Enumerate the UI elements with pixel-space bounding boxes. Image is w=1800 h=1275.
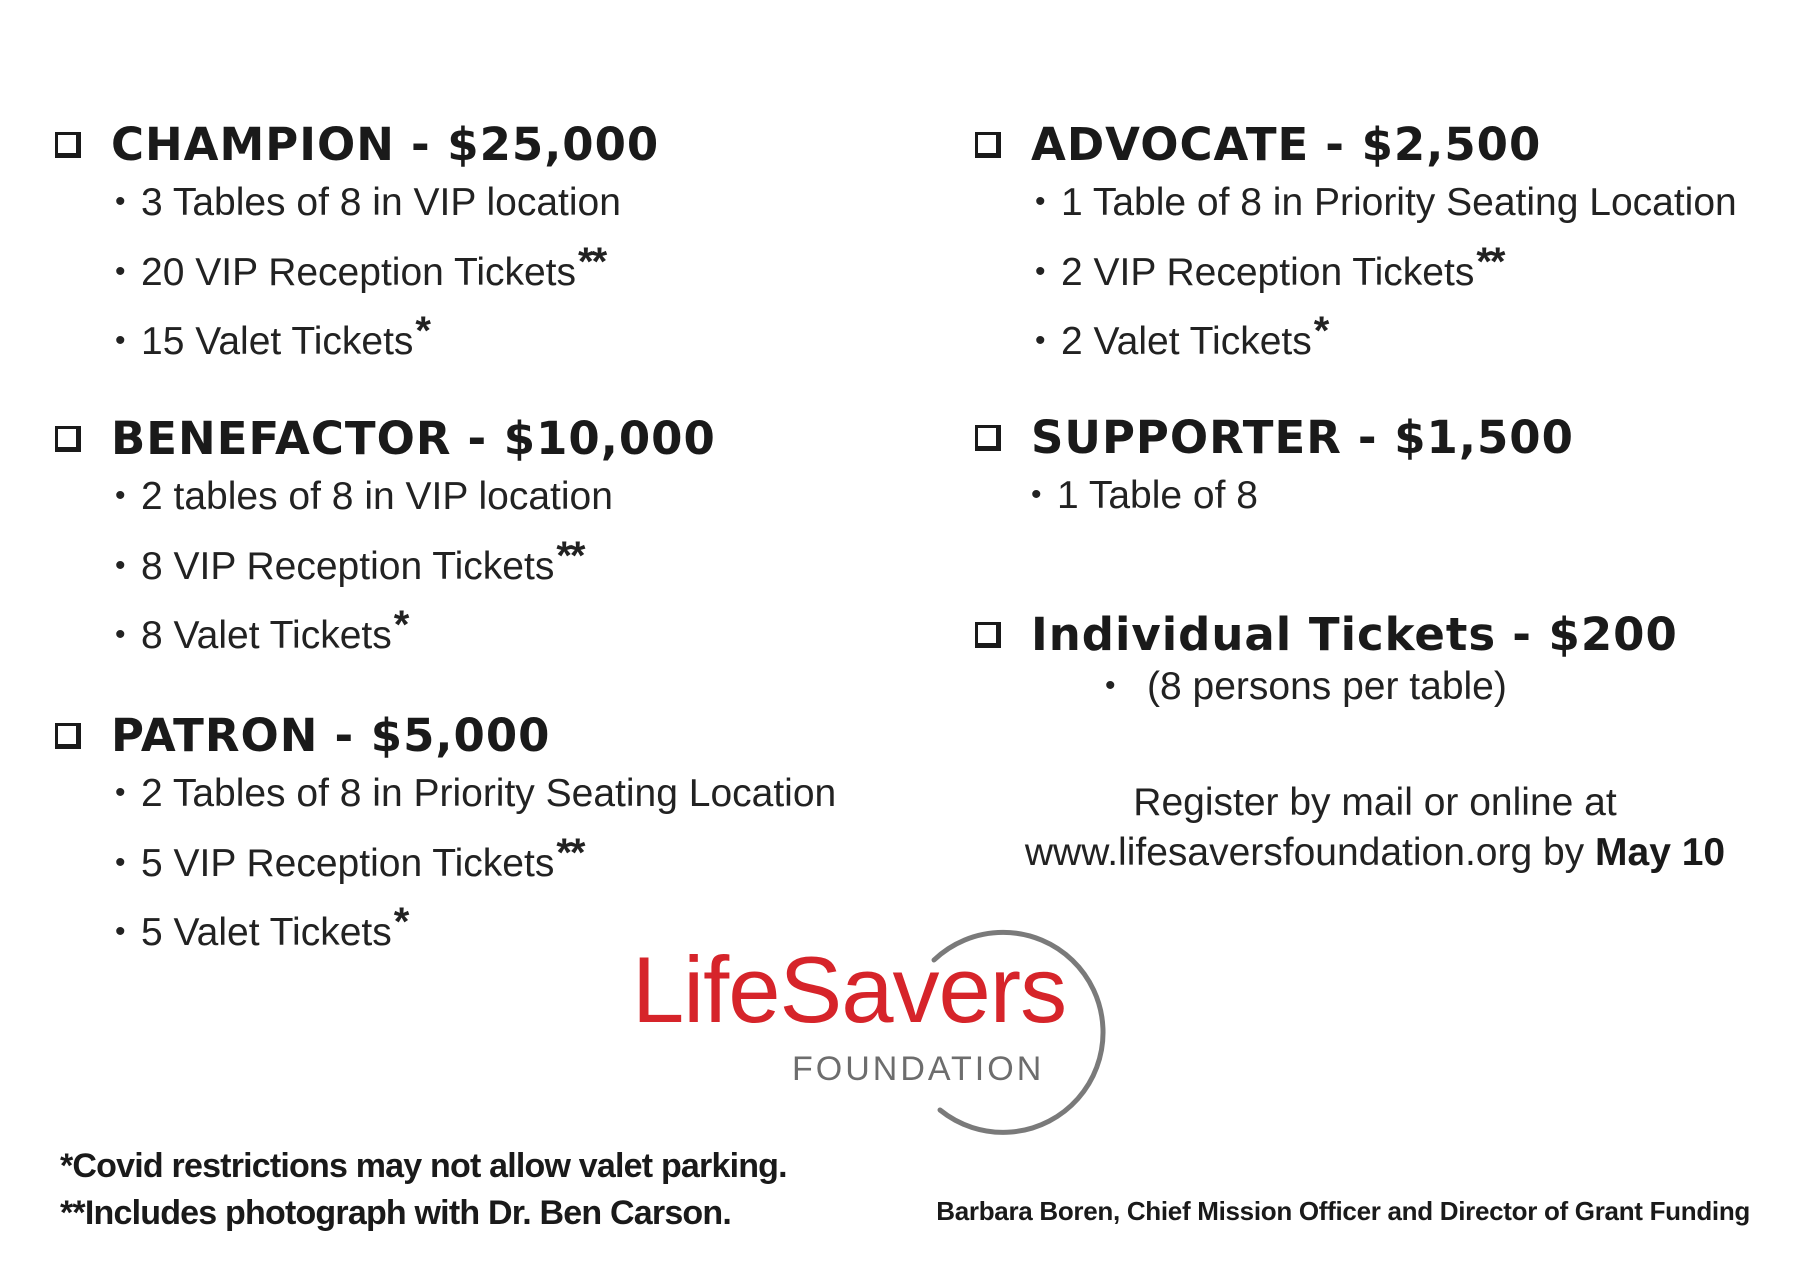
tier-advocate <box>975 118 1737 372</box>
register-line <box>985 828 1765 878</box>
tier-header <box>55 412 716 465</box>
perk-item: • 20 VIP Reception Tickets** <box>115 233 659 303</box>
tier-header <box>975 608 1678 661</box>
tier-title: PATRON <box>111 709 319 762</box>
tier-title: SUPPORTER <box>1031 411 1342 464</box>
perk-item: • 2 Tables of 8 in Priority Seating Location <box>115 764 836 824</box>
tier-price: - $10,000 <box>467 412 716 465</box>
tier-price: - $1,500 <box>1357 411 1574 464</box>
footnote-valet: *Covid restrictions may not allow valet parking. <box>60 1147 787 1185</box>
tier-price: - $25,000 <box>410 118 660 171</box>
perk-item: • 8 Valet Tickets* <box>115 596 716 666</box>
perk-item: • 5 Valet Tickets* <box>115 893 836 963</box>
tier-title: ADVOCATE <box>1031 118 1310 171</box>
register-line: Register by mail or online at <box>1133 781 1617 824</box>
checkbox-champion[interactable] <box>55 132 81 158</box>
perk-item: • 8 VIP Reception Tickets** <box>115 527 716 597</box>
tier-header <box>975 411 1574 464</box>
perk-item: • 2 VIP Reception Tickets** <box>1035 233 1737 303</box>
tier-header <box>55 709 836 762</box>
double-asterisk-mark: ** <box>1476 239 1504 284</box>
tier-title: Individual Tickets <box>1031 608 1497 661</box>
double-asterisk-mark: ** <box>556 830 584 875</box>
tier-price: - $200 <box>1512 608 1678 661</box>
perk-item: • 1 Table of 8 <box>1031 466 1574 526</box>
signoff: Barbara Boren, Chief Mission Officer and Director of Grant Funding <box>936 1196 1750 1226</box>
asterisk-mark: * <box>393 603 408 647</box>
checkbox-advocate[interactable] <box>975 132 1001 158</box>
perk-list <box>55 467 716 666</box>
checkbox-benefactor[interactable] <box>55 426 81 452</box>
perk-item: • 2 tables of 8 in VIP location <box>115 467 716 527</box>
logo-name: LifeSavers <box>632 937 1067 1042</box>
tier-patron <box>55 709 836 963</box>
checkbox-supporter[interactable] <box>975 425 1001 451</box>
tier-price: - $2,500 <box>1325 118 1542 171</box>
checkbox-patron[interactable] <box>55 723 81 749</box>
tier-benefactor <box>55 412 716 666</box>
tier-individual <box>975 608 1678 661</box>
tier-price: - $5,000 <box>334 709 551 762</box>
tier-header <box>55 118 659 171</box>
perk-item: • 15 Valet Tickets* <box>115 302 659 372</box>
perk-item: • 2 Valet Tickets* <box>1035 302 1737 372</box>
perk-item: • 3 Tables of 8 in VIP location <box>115 173 659 233</box>
tier-title: CHAMPION <box>111 118 395 171</box>
register-url-text: www.lifesaversfoundation.org by <box>1024 831 1585 874</box>
checkbox-individual[interactable] <box>975 622 1001 648</box>
asterisk-mark: * <box>1313 309 1328 353</box>
perk-item: • 1 Table of 8 in Priority Seating Location <box>1035 173 1737 233</box>
perk-list <box>55 173 659 372</box>
asterisk-mark: * <box>393 900 408 944</box>
logo-subtitle: FOUNDATION <box>792 1050 1045 1088</box>
double-asterisk-mark: ** <box>556 533 584 578</box>
register-note <box>985 778 1765 878</box>
lifesavers-logo <box>620 928 1120 1160</box>
footnotes <box>60 1143 787 1237</box>
tier-title: BENEFACTOR <box>111 412 452 465</box>
tier-champion <box>55 118 659 372</box>
tier-header <box>975 118 1737 171</box>
tier-supporter <box>975 411 1574 526</box>
double-asterisk-mark: ** <box>578 239 606 284</box>
footnote-photo: **Includes photograph with Dr. Ben Carson. <box>60 1194 732 1232</box>
perk-item: • (8 persons per table) <box>1105 665 1507 708</box>
perk-list <box>975 466 1574 526</box>
perk-list <box>975 173 1737 372</box>
bullet-icon: • <box>1105 669 1116 702</box>
asterisk-mark: * <box>415 309 429 353</box>
register-deadline: May 10 <box>1595 831 1726 874</box>
perk-item: • 5 VIP Reception Tickets** <box>115 824 836 894</box>
